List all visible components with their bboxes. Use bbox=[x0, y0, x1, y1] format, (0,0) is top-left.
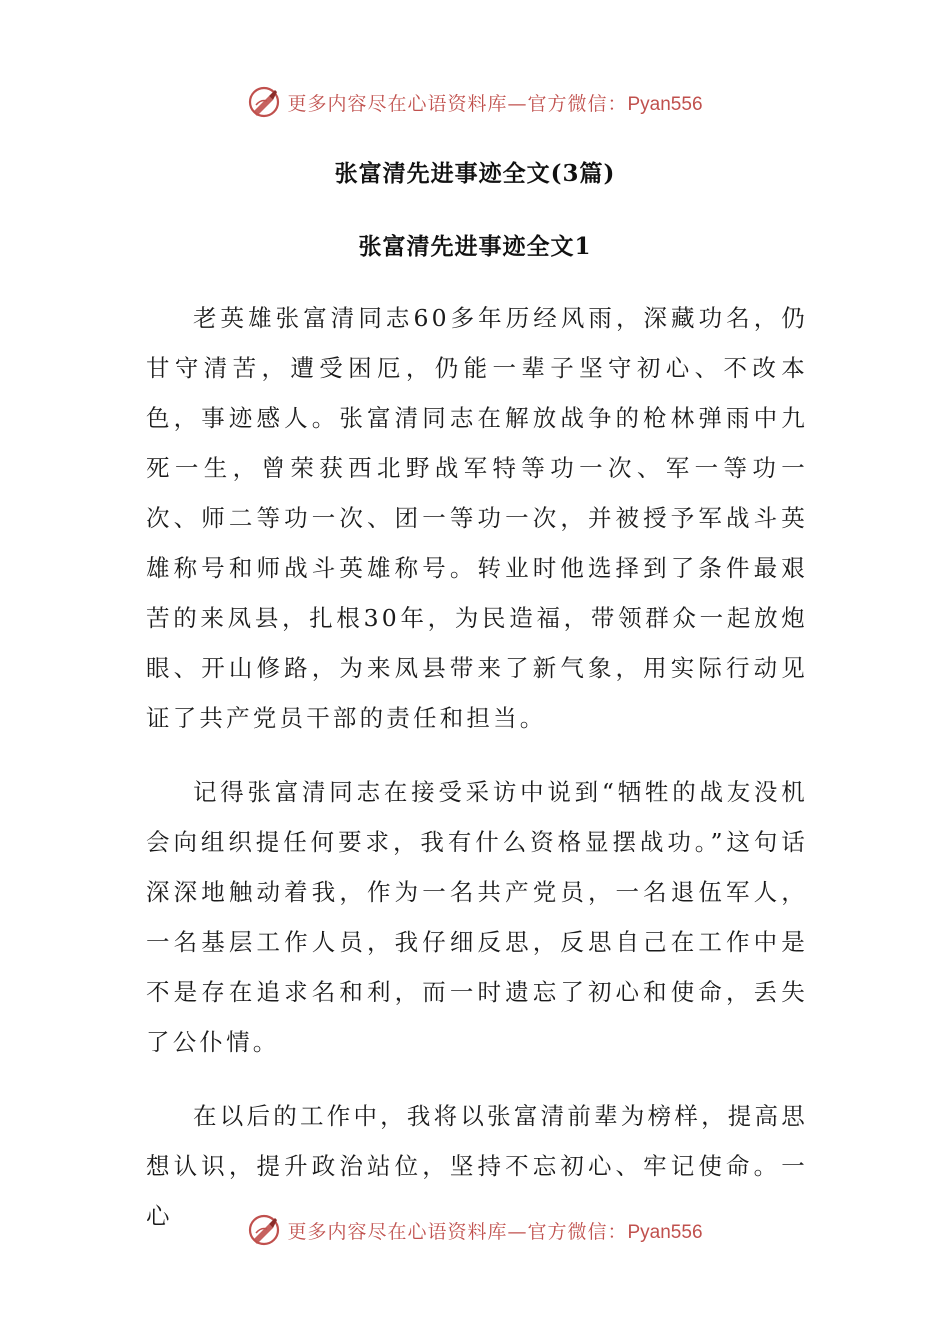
watermark-text bbox=[287, 89, 702, 116]
paragraph: 记得张富清同志在接受采访中说到“牺牲的战友没机会向组织提任何要求，我有什么资格显摆战功。”这句话深深地触动着我，作为一名共产党员，一名退伍军人，一名基层工作人员，我仔细反思，反思自己在工作中是不是存在追求名和利，而一时遗忘了初心和使命，丢失了公仆情。 bbox=[146, 778, 808, 1056]
watermark-label: 更多内容尽在心语资料库—官方微信： bbox=[287, 92, 628, 115]
watermark-label: 更多内容尽在心语资料库—官方微信： bbox=[287, 1220, 628, 1243]
footer-watermark bbox=[0, 1210, 950, 1250]
header-watermark bbox=[0, 82, 950, 122]
pen-logo-icon bbox=[247, 1213, 281, 1247]
watermark-wechat-id: Pyan556 bbox=[627, 1221, 703, 1243]
paragraph: 老英雄张富清同志60多年历经风雨，深藏功名，仍甘守清苦，遭受困厄，仍能一辈子坚守初心、不改本色，事迹感人。张富清同志在解放战争的枪林弹雨中九死一生，曾荣获西北野战军特等功一次、军一等功一次、师二等功一次、团一等功一次，并被授予军战斗英雄称号和师战斗英雄称号。转业时他选择到了条件最艰苦的来凤县，扎根30年，为民造福，带领群众一起放炮眼、开山修路，为来凤县带来了新气象，用实际行动见证了共产党员干部的责任和担当。 bbox=[146, 304, 808, 732]
paragraph: 在以后的工作中，我将以张富清前辈为榜样，提高思想认识，提升政治站位，坚持不忘初心、牢记使命。一心 bbox=[146, 1102, 808, 1230]
document-title: 张富清先进事迹全文(3篇) bbox=[334, 160, 616, 187]
watermark-text bbox=[287, 1217, 702, 1244]
document-body bbox=[146, 293, 808, 1265]
section-title: 张富清先进事迹全文1 bbox=[358, 233, 592, 260]
watermark-wechat-id: Pyan556 bbox=[627, 93, 703, 115]
pen-logo-icon bbox=[247, 85, 281, 119]
